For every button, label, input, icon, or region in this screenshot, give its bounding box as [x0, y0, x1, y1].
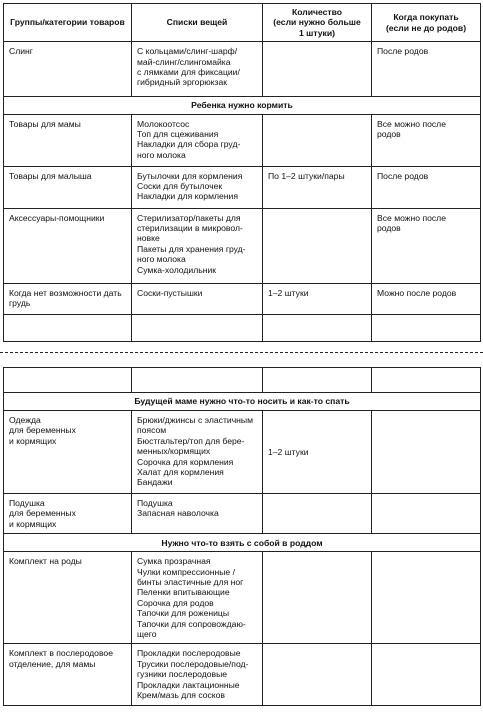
header-category: [4, 4, 132, 42]
category-cell: [4, 114, 132, 166]
text-line: Все можно после: [377, 118, 446, 129]
text-line: (если не до родов): [385, 22, 467, 33]
text-line: май-слинг/слингомайка: [137, 56, 231, 67]
text-line: После родов: [377, 46, 429, 57]
text-line: грудь: [9, 298, 31, 309]
items-cell: [132, 552, 263, 644]
text-line: Товары для мамы: [9, 118, 81, 129]
text-line: с лямками для фиксации/: [137, 67, 240, 78]
category-cell: [4, 166, 132, 208]
section-row: [4, 534, 481, 552]
text-line: родов: [377, 223, 401, 234]
section-title: Ребенка нужно кормить: [4, 97, 481, 114]
table-row: [4, 208, 481, 283]
category-cell: [4, 411, 132, 494]
category-cell: [4, 494, 132, 534]
table-row: [4, 283, 481, 314]
text-line: Когда нет возможности дать: [9, 287, 122, 298]
quantity-cell: [263, 42, 372, 97]
table-row: [4, 166, 481, 208]
text-line: Подушка: [137, 498, 173, 508]
items-cell: [132, 494, 263, 534]
text-line: Тапочки для сопровождаю-: [137, 618, 246, 629]
empty-cell: [132, 368, 263, 393]
items-cell: [132, 411, 263, 494]
items-cell: [132, 644, 263, 705]
text-line: Сумка-холодильник: [137, 264, 217, 275]
text-line: Сорочка для кормления: [137, 456, 234, 467]
quantity-cell: [263, 494, 372, 534]
text-line: Топ для сцеживания: [137, 129, 219, 140]
text-line: Подушка: [9, 498, 45, 508]
text-line: ного молока: [137, 149, 186, 160]
empty-row: [4, 314, 481, 341]
header-items: [132, 4, 263, 42]
text-line: Комплект в послеродовое: [9, 648, 113, 659]
text-line: и кормящих: [9, 435, 57, 446]
empty-cell: [263, 368, 372, 393]
table-row: [4, 494, 481, 534]
text-line: Чулки компрессионные /: [137, 566, 235, 577]
text-line: Товары для малыша: [9, 170, 92, 181]
text-line: После родов: [377, 170, 429, 181]
text-line: Комплект на роды: [9, 556, 82, 567]
text-line: Количество: [291, 7, 343, 17]
text-line: Соски для бутылочек: [137, 181, 223, 192]
text-line: стерилизации в микровол-: [137, 223, 243, 234]
when-cell: [372, 644, 481, 705]
text-line: поясом: [137, 425, 167, 436]
text-line: Бандажи: [137, 477, 173, 488]
text-line: 1–2 штуки: [268, 287, 309, 298]
text-line: По 1–2 штуки/пары: [268, 170, 345, 181]
shopping-table-part-2: [3, 367, 481, 706]
empty-row: [4, 368, 481, 393]
empty-cell: [372, 368, 481, 393]
text-line: Бутылочки для кормления: [137, 170, 243, 181]
header-when: [372, 4, 481, 42]
shopping-table-part-1: [3, 3, 481, 342]
text-line: Прокладки лактационные: [137, 679, 240, 690]
table-row: [4, 42, 481, 97]
text-line: (если нужно больше: [273, 17, 361, 28]
when-cell: [372, 411, 481, 494]
quantity-cell: [263, 552, 372, 644]
text-line: Стерилизатор/пакеты для: [137, 212, 241, 223]
category-cell: [4, 283, 132, 314]
empty-cell: [4, 368, 132, 393]
text-line: С кольцами/слинг-шарф/: [137, 46, 238, 57]
category-cell: [4, 208, 132, 283]
text-line: щего: [137, 629, 157, 640]
table-row: [4, 552, 481, 644]
text-line: Соски-пустышки: [137, 287, 203, 298]
text-line: бинты эластичные для ног: [137, 577, 244, 588]
text-line: 1–2 штуки: [268, 446, 309, 457]
text-line: отделение, для мамы: [9, 658, 96, 669]
text-line: Можно после родов: [377, 287, 457, 298]
quantity-cell: [263, 283, 372, 314]
text-line: Брюки/джинсы с эластичным: [137, 415, 253, 425]
text-line: Аксессуары-помощники: [9, 212, 105, 223]
text-line: и кормящих: [9, 518, 57, 529]
text-line: Трусики послеродовые/под-: [137, 658, 249, 669]
items-cell: [132, 166, 263, 208]
text-line: Молокоотсос: [137, 118, 190, 129]
text-line: Запасная наволочка: [137, 508, 219, 519]
text-line: 1 штуки): [299, 27, 335, 38]
text-line: Тапочки для роженицы: [137, 608, 230, 619]
when-cell: [372, 494, 481, 534]
text-line: Крем/мазь для сосков: [137, 690, 225, 701]
empty-cell: [372, 314, 481, 341]
items-cell: [132, 42, 263, 97]
section-row: [4, 97, 481, 114]
text-line: Группы/категории товаров: [10, 17, 125, 28]
category-cell: [4, 42, 132, 97]
header-quantity: [263, 4, 372, 42]
text-line: Пакеты для хранения груд-: [137, 243, 246, 254]
text-line: Все можно после: [377, 212, 446, 223]
section-title: Нужно что-то взять с собой в роддом: [4, 534, 481, 552]
when-cell: [372, 283, 481, 314]
text-line: гибридный эргорюкзак: [137, 77, 228, 88]
text-line: Накладки для сбора груд-: [137, 139, 241, 150]
when-cell: [372, 42, 481, 97]
text-line: Бюстгальтер/топ для бере-: [137, 435, 245, 446]
text-line: Прокладки послеродовые: [137, 648, 241, 659]
when-cell: [372, 552, 481, 644]
text-line: менных/кормящих: [137, 446, 211, 457]
text-line: Пеленки впитывающие: [137, 587, 230, 598]
table-row: [4, 644, 481, 705]
text-line: Одежда: [9, 415, 41, 425]
text-line: Сорочка для родов: [137, 597, 214, 608]
text-line: родов: [377, 129, 401, 140]
text-line: для беременных: [9, 425, 76, 436]
items-cell: [132, 283, 263, 314]
table-row: [4, 114, 481, 166]
text-line: Сумка прозрачная: [137, 556, 211, 567]
text-line: гузники послеродовые: [137, 669, 228, 680]
category-cell: [4, 552, 132, 644]
table-row: [4, 411, 481, 494]
when-cell: [372, 208, 481, 283]
header-row: [4, 4, 481, 42]
empty-cell: [263, 314, 372, 341]
text-line: Списки вещей: [166, 17, 228, 28]
quantity-cell: [263, 644, 372, 705]
text-line: Халат для кормления: [137, 467, 224, 478]
text-line: Слинг: [9, 46, 33, 57]
text-line: для беременных: [9, 508, 76, 519]
category-cell: [4, 644, 132, 705]
quantity-cell: [263, 411, 372, 494]
when-cell: [372, 166, 481, 208]
empty-cell: [4, 314, 132, 341]
section-row: [4, 393, 481, 411]
items-cell: [132, 114, 263, 166]
when-cell: [372, 114, 481, 166]
quantity-cell: [263, 114, 372, 166]
items-cell: [132, 208, 263, 283]
quantity-cell: [263, 208, 372, 283]
text-line: Накладки для кормления: [137, 191, 238, 202]
empty-cell: [132, 314, 263, 341]
page-break-divider: [0, 352, 483, 353]
quantity-cell: [263, 166, 372, 208]
text-line: Когда покупать: [393, 12, 459, 23]
text-line: новке: [137, 233, 160, 244]
text-line: ного молока: [137, 254, 186, 265]
section-title: Будущей маме нужно что-то носить и как-то спать: [4, 393, 481, 411]
